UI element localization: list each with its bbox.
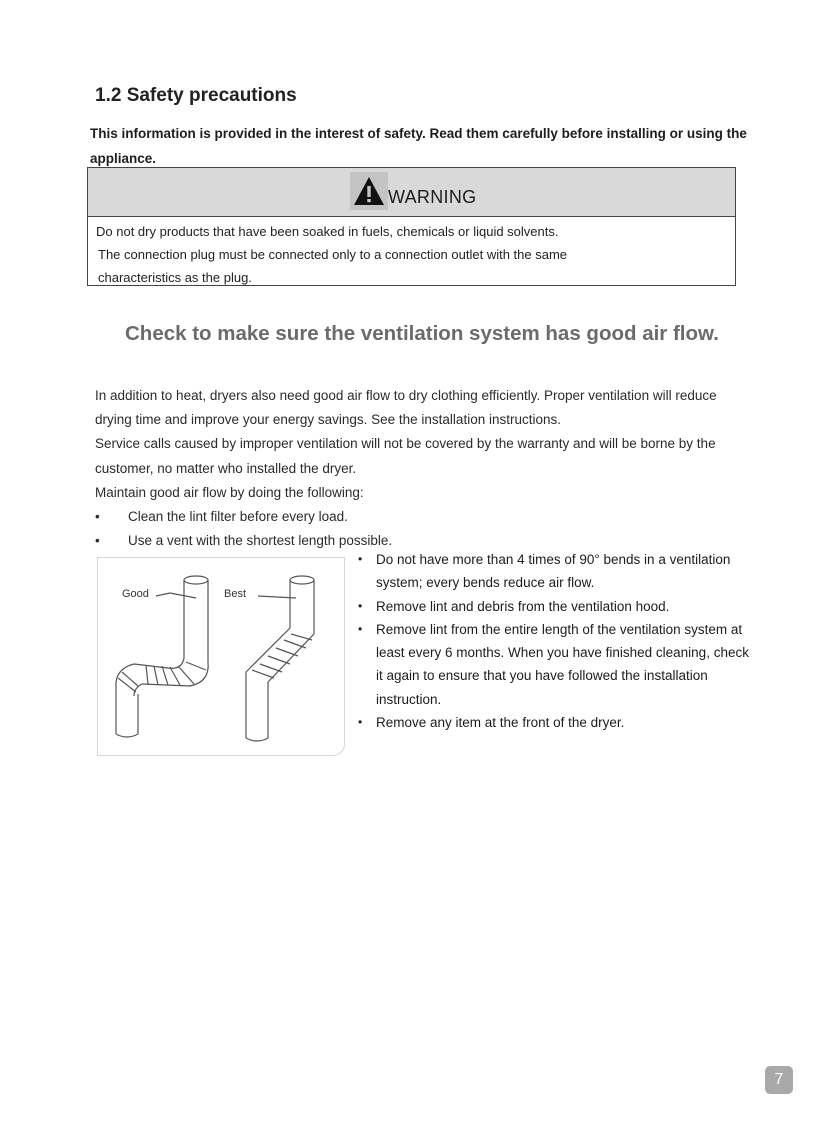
warning-header bbox=[88, 168, 735, 217]
bullet-dot: • bbox=[358, 715, 363, 730]
list-item bbox=[358, 618, 758, 711]
list-item-text: Do not have more than 4 times of 90° bends in a ventilation system; every bends reduce air flow. bbox=[376, 552, 731, 591]
figure-label-good: Good bbox=[122, 588, 149, 600]
warning-line: The connection plug must be connected only to a connection outlet with the same bbox=[98, 247, 568, 262]
list-item-text: Use a vent with the shortest length possible. bbox=[128, 533, 393, 549]
warning-triangle-icon bbox=[350, 172, 388, 210]
bullet-dot: • bbox=[358, 552, 363, 566]
list-item bbox=[358, 595, 758, 618]
list-item bbox=[358, 711, 758, 734]
paragraph: In addition to heat, dryers also need good air flow to dry clothing efficiently. Proper ventilation will reduce drying time and improve your energy savings. See the installation instructions. bbox=[95, 388, 717, 428]
figure-label-best: Best bbox=[224, 588, 247, 600]
warning-label: WARNING bbox=[388, 187, 477, 207]
bullet-dot: • bbox=[358, 621, 363, 636]
maintenance-bullet-list bbox=[358, 548, 758, 734]
warning-box bbox=[87, 167, 736, 286]
list-item-text: Remove lint and debris from the ventilation hood. bbox=[376, 598, 670, 614]
warning-line: characteristics as the plug. bbox=[98, 270, 252, 285]
page-number: 7 bbox=[765, 1066, 793, 1094]
list-item-text: Remove any item at the front of the dryer. bbox=[376, 715, 625, 731]
ventilation-body bbox=[95, 384, 735, 553]
list-item bbox=[358, 548, 758, 595]
warning-line: Do not dry products that have been soaked in fuels, chemicals or liquid solvents. bbox=[96, 224, 559, 239]
list-item-text: Remove lint from the entire length of the ventilation system at least every 6 months. When you have finished cleaning, check it again to ensure that you have followed the installation instruction. bbox=[376, 621, 749, 707]
paragraph: Service calls caused by improper ventilation will not be covered by the warranty and will be borne by the customer, no matter who installed the dryer. bbox=[95, 436, 716, 476]
list-item-text: Clean the lint filter before every load. bbox=[128, 509, 348, 525]
list-item bbox=[95, 505, 735, 529]
bullet-dot: • bbox=[358, 598, 363, 613]
ventilation-headline: Check to make sure the ventilation system has good air flow. bbox=[125, 322, 719, 345]
vent-duct-illustration bbox=[97, 557, 345, 756]
bullet-dot: • bbox=[95, 533, 100, 549]
safety-intro: This information is provided in the interest of safety. Read them carefully before installing or using the appliance. bbox=[90, 126, 747, 166]
airflow-bullet-list bbox=[95, 505, 735, 553]
warning-body bbox=[88, 217, 735, 289]
section-title: 1.2 Safety precautions bbox=[95, 85, 297, 106]
paragraph: Maintain good air flow by doing the following: bbox=[95, 484, 364, 500]
bullet-dot: • bbox=[95, 509, 100, 525]
